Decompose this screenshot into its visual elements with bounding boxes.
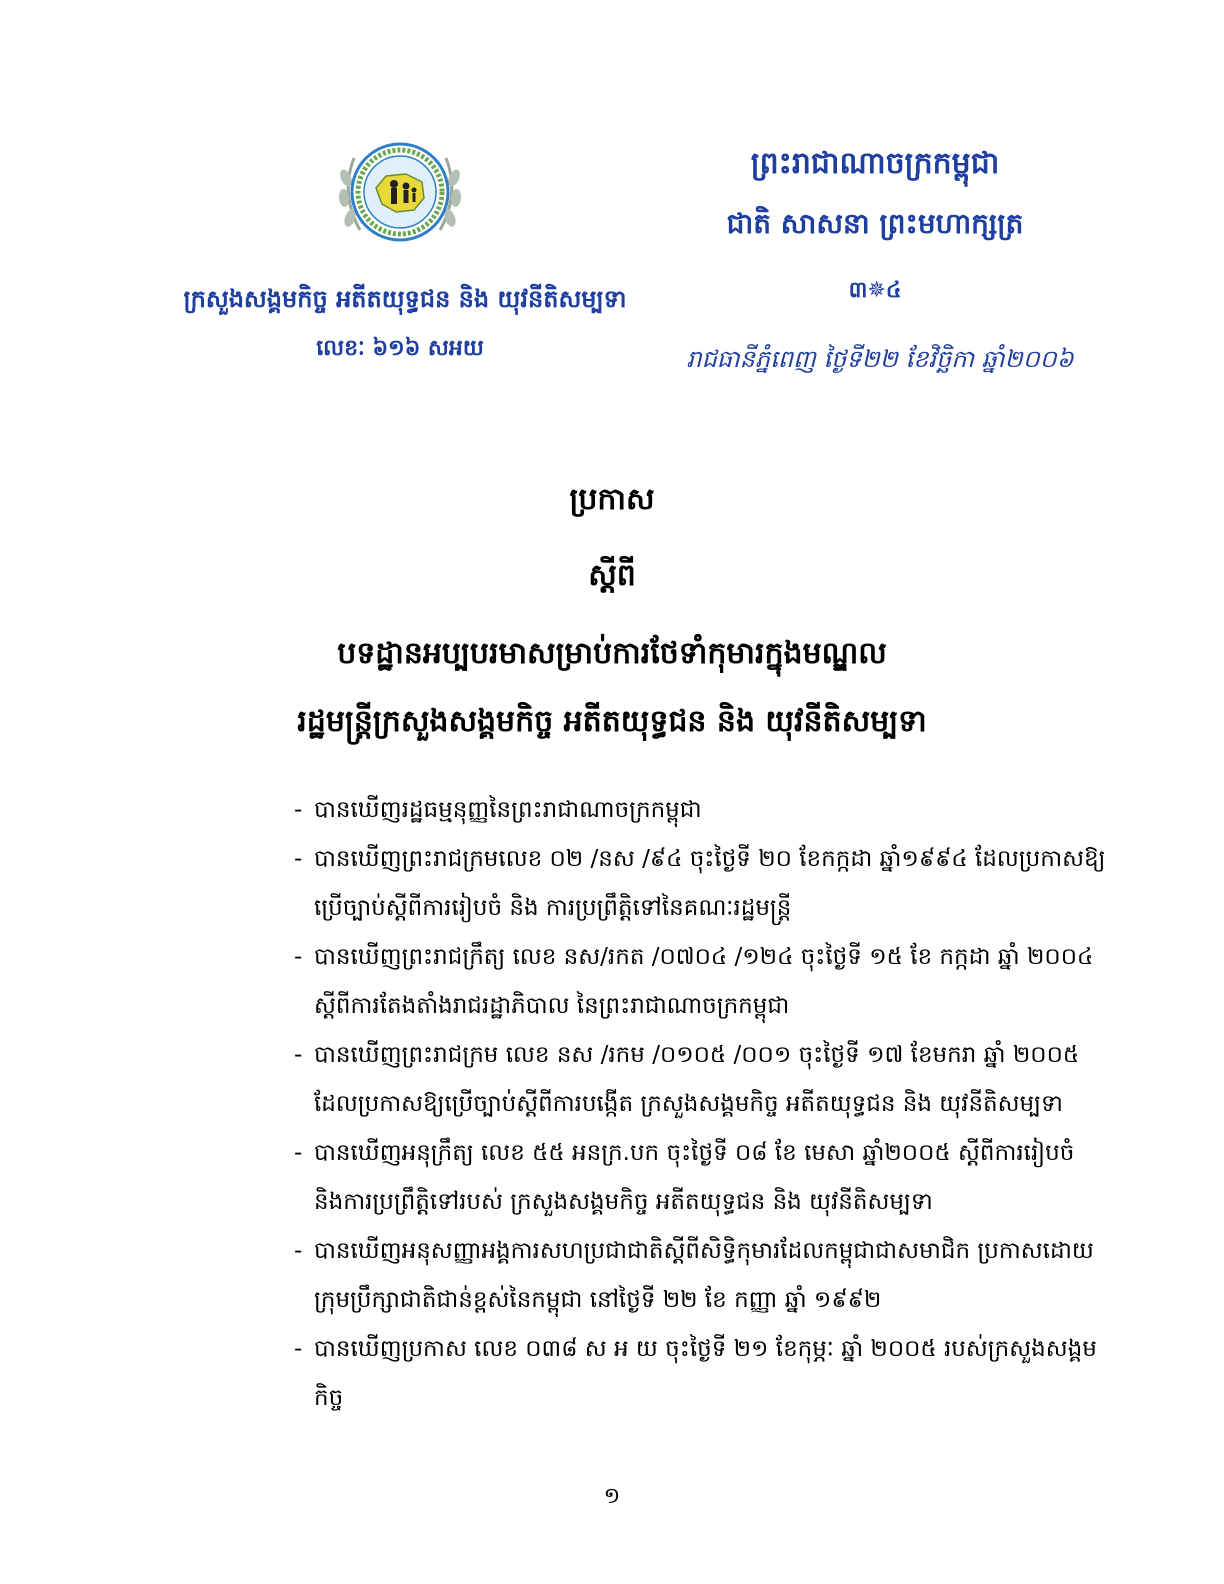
list-item: - បានឃើញអនុក្រឹត្យ លេខ ៥៥ អនក្រ.បក ចុះថ្ងៃទី ០៨ ខែ មេសា ឆ្នាំ២០០៥ ស្តីពីការរៀបចំ និងការប្រព្រឹត្តិទៅរបស់ ក្រសួងសង្គមកិច្ច អតីតយុទ្ធជន និង យុវនីតិសម្បទា (294, 1129, 1109, 1227)
list-item: - បានឃើញរដ្ឋធម្មនុញ្ញនៃព្រះរាជាណាចក្រកម្ពុជា (294, 786, 1109, 835)
kingdom-heading: ព្រះរាជាណាចក្រកម្ពុជា (750, 146, 1000, 181)
list-item: - បានឃើញព្រះរាជក្រឹត្យ លេខ នស/រកត /០៧០៤ /១២៤ ចុះថ្ងៃទី ១៥ ខែ កក្កដា ឆ្នាំ ២០០៤ ស្តីពីការតែងតាំងរាជរដ្ឋាភិបាល នៃព្រះរាជាណាចក្រកម្ពុជា (294, 933, 1109, 1031)
date-line: រាជធានីភ្នំពេញ ថ្ងៃទី២២ ខែវិច្ឆិកា ឆ្នាំ២០០៦ (686, 345, 1074, 373)
ornament-divider: ៣✵៤ (848, 278, 902, 303)
ministry-name: ក្រសួងសង្គមកិច្ច អតីតយុទ្ធជន និង យុវនីតិសម្បទា (183, 285, 627, 313)
reference-number: លេខៈ ៦១៦ សអយ (316, 336, 484, 361)
page-number: ១ (603, 1484, 621, 1509)
title-on: ស្តីពី (588, 558, 636, 593)
national-motto: ជាតិ សាសនា ព្រះមហាក្សត្រ (726, 207, 1024, 240)
references-list (294, 786, 1109, 1423)
list-item: - បានឃើញប្រកាស លេខ ០៣៨ ស អ យ ចុះថ្ងៃទី ២១ ខែកុម្ភៈ ឆ្នាំ ២០០៥ របស់ក្រសួងសង្គមកិច្ច (294, 1325, 1109, 1423)
document-subject: បទដ្ឋានអប្បបរមាសម្រាប់ការថែទាំកុមារក្នុងមណ្ឌល (337, 636, 887, 671)
ministry-logo (334, 138, 466, 250)
issuing-minister: រដ្ឋមន្ត្រីក្រសួងសង្គមកិច្ច អតីតយុទ្ធជន និង យុវនីតិសម្បទា (297, 704, 927, 739)
document-type-title: ប្រកាស (569, 482, 655, 517)
list-item: - បានឃើញព្រះរាជក្រមលេខ ០២ /នស /៩៤ ចុះថ្ងៃទី ២០ ខែកក្កដា ឆ្នាំ១៩៩៤ ដែលប្រកាសឱ្យប្រើច្បាប់ស្តីពីការរៀបចំ និង ការប្រព្រឹត្តិទៅនៃគណៈរដ្ឋមន្ត្រី (294, 835, 1109, 933)
list-item: - បានឃើញអនុសញ្ញាអង្គការសហប្រជាជាតិស្តីពីសិទ្ធិកុមារដែលកម្ពុជាជាសមាជិក ប្រកាសដោយក្រុមប្រឹក្សាជាតិជាន់ខ្ពស់នៃកម្ពុជា នៅថ្ងៃទី ២២ ខែ កញ្ញា ឆ្នាំ ១៩៩២ (294, 1227, 1109, 1325)
list-item: - បានឃើញព្រះរាជក្រម លេខ នស /រកម /០១០៥ /០០១ ចុះថ្ងៃទី ១៧ ខែមករា ឆ្នាំ ២០០៥ ដែលប្រកាសឱ្យប្រើច្បាប់ស្តីពីការបង្កើត ក្រសួងសង្គមកិច្ច អតីតយុទ្ធជន និង យុវនីតិសម្បទា (294, 1031, 1109, 1129)
